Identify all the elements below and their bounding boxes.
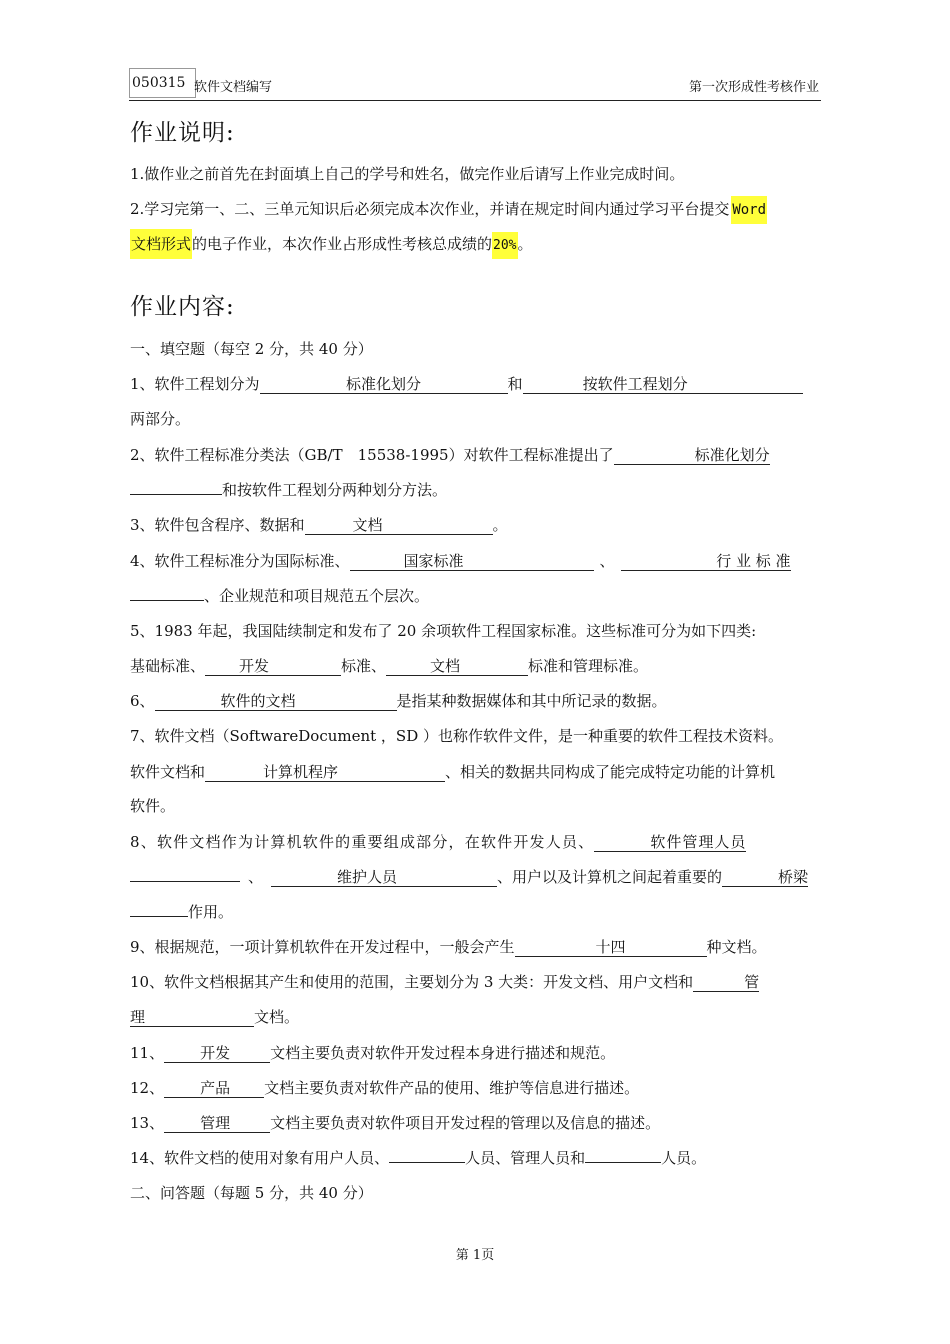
answer-blank: 管 [693,974,759,992]
answer-blank [350,553,594,571]
question-text: 作用。 [188,903,234,921]
answer-text: 产品 [200,1079,231,1097]
answer-blank: 行 业 标 准 [621,553,791,571]
question-text: 、 [248,868,264,886]
question-4-line-2 [130,586,820,606]
question-text: 2、软件工程标准分类法（GB/T 15538-1995）对软件工程标准提出了 [130,446,614,464]
question-text: 4、软件工程标准分为国际标准、 [130,552,350,570]
answer-blank [164,1080,264,1098]
instruction-2-line-2 [130,234,820,256]
question-7-line-3: 软件。 [130,797,176,815]
answer-text: 国家标准 [403,552,464,570]
answer-blank [205,764,445,782]
answer-text: 管理 [200,1114,231,1132]
question-text: 标准和管理标准。 [528,657,649,675]
question-9 [130,937,820,957]
question-10-line-2 [130,1007,820,1027]
section-1-title: 一、填空题（每空 2 分，共 40 分） [130,340,373,358]
question-5-line-1: 5、1983 年起，我国陆续制定和发布了 20 余项软件工程国家标准。这些标准可分为如下四类: [130,622,757,640]
section-2-title: 二、问答题（每题 5 分，共 40 分） [130,1184,373,1202]
instruction-1: 1.做作业之前首先在封面填上自己的学号和姓名，做完作业后请写上作业完成时间。 [130,165,685,183]
answer-text: 开发 [239,657,270,675]
question-text: 文档。 [254,1008,300,1026]
question-text: 1、软件工程划分为 [130,375,260,393]
question-14 [130,1148,820,1168]
answer-blank [386,658,528,676]
question-text: 、用户以及计算机之间起着重要的 [497,868,723,886]
question-text: 、相关的数据共同构成了能完成特定功能的计算机 [445,763,776,781]
answer-text: 开发 [200,1044,231,1062]
question-text: 人员。 [661,1149,707,1167]
question-text: 13、 [130,1114,165,1132]
answer-blank: 标准化划分 [614,447,770,465]
question-text: 、 [599,552,615,570]
content-heading: 作业内容: [130,294,235,320]
course-code: 050315 [129,68,196,98]
answer-text: 按软件工程划分 [582,375,688,393]
question-text: 文档主要负责对软件开发过程本身进行描述和规范。 [270,1044,616,1062]
question-text: 是指某种数据媒体和其中所记录的数据。 [396,692,667,710]
question-8-line-2 [130,867,820,887]
question-text: 、企业规范和项目规范五个层次。 [204,587,430,605]
answer-text: 计算机程序 [263,763,339,781]
question-6 [130,691,820,711]
question-3 [130,515,820,535]
instruction-2-line-1 [130,199,820,220]
course-name: 软件文档编写 [194,80,273,95]
answer-blank-continued [130,494,222,495]
question-text: 和 [507,375,523,393]
question-text: 文档主要负责对软件产品的使用、维护等信息进行描述。 [264,1079,640,1097]
answer-text: 软件的文档 [220,692,296,710]
answer-blank [164,1115,270,1133]
page-header [129,68,821,101]
question-2-line-1 [130,445,820,465]
answer-blank-continued [130,916,188,917]
answer-blank: 十四 [515,939,707,957]
question-text: 种文档。 [706,938,767,956]
answer-blank-continued [130,600,204,601]
question-13 [130,1113,820,1133]
question-10-line-1 [130,972,820,992]
question-text: 软件文档和 [130,763,206,781]
answer-blank [155,693,397,711]
question-text: 基础标准、 [130,657,206,675]
answer-blank [523,376,803,394]
page-number: 第 1页 [455,1248,495,1263]
question-11 [130,1043,820,1063]
question-5-line-2 [130,656,820,676]
answer-blank-continued [130,881,240,882]
instruction-2-text-b: 的电子作业，本次作业占形成性考核总成绩的 [192,235,493,253]
question-text: 9、根据规范，一项计算机软件在开发过程中，一般会产生 [130,938,515,956]
question-7-line-2 [130,762,820,782]
answer-text: 文档 [430,657,461,675]
instruction-2-text-a: 2.学习完第一、二、三单元知识后必须完成本次作业，并请在规定时间内通过学习平台提交 [130,200,730,218]
instruction-2-text-c: 。 [517,235,533,253]
question-text: 8、软件文档作为计算机软件的重要组成部分，在软件开发人员、 [130,833,595,851]
question-text: 人员、管理人员和 [465,1149,586,1167]
highlight-doc-format: 文档形式 [130,229,192,259]
answer-blank-continued: 理 [130,1009,254,1027]
answer-blank [389,1162,465,1163]
answer-blank [305,517,493,535]
answer-blank: 标准化划分 [260,376,508,394]
answer-blank [205,658,341,676]
question-text: 3、软件包含程序、数据和 [130,516,305,534]
question-1-line-2: 两部分。 [130,410,191,428]
highlight-percent: 20% [492,232,517,259]
answer-text: 文档 [352,516,383,534]
answer-blank: 软件管理人员 [594,834,746,852]
question-text: 6、 [130,692,155,710]
answer-blank [585,1162,661,1163]
instructions-heading: 作业说明: [130,120,235,146]
question-8-line-1 [130,832,820,852]
question-7-line-1: 7、软件文档（SoftwareDocument ，SD ）也称作软件文件，是一种重要的软件工程技术资料。 [130,727,784,745]
question-text: 文档主要负责对软件项目开发过程的管理以及信息的描述。 [270,1114,661,1132]
question-1-line-1 [130,374,820,394]
question-4-line-1 [130,551,820,571]
answer-blank [164,1045,270,1063]
assignment-title: 第一次形成性考核作业 [688,80,819,95]
question-12 [130,1078,820,1098]
question-text: 11、 [130,1044,165,1062]
question-text: 12、 [130,1079,165,1097]
question-2-line-2 [130,480,820,500]
answer-text: 维护人员 [337,868,398,886]
question-text: 10、软件文档根据其产生和使用的范围，主要划分为 3 大类：开发文档、用户文档和 [130,973,694,991]
question-text: 标准、 [341,657,387,675]
highlight-word: Word [731,196,767,224]
question-text: 。 [492,516,508,534]
question-8-line-3 [130,902,820,922]
answer-blank [271,869,497,887]
answer-blank: 桥梁 [722,869,808,887]
question-text: 和按软件工程划分两种划分方法。 [222,481,448,499]
question-text: 14、软件文档的使用对象有用户人员、 [130,1149,390,1167]
